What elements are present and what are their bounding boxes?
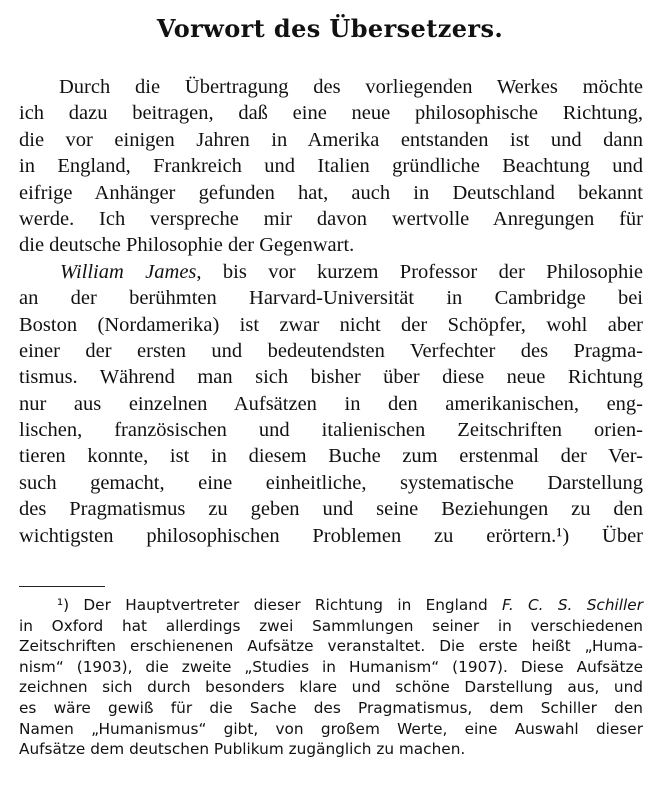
footnote-line: Namen „Humanismus“ gibt, von großem Werte, eine Auswahl dieser [19,719,643,738]
paragraph-line: tismus. Während man sich bisher über diese neue Richtung [19,366,643,389]
paragraph-line: des Pragmatismus zu geben und seine Beziehungen zu den [19,498,643,521]
paragraph-line: in England, Frankreich und Italien gründliche Beachtung und [19,155,643,178]
paragraph-line: Durch die Übertragung des vorliegenden Werkes möchte [59,76,643,98]
paragraph-line: such gemacht, eine einheitliche, systematische Darstellung [19,471,643,494]
footnote-line: in Oxford hat allerdings zwei Sammlungen seiner in verschiedenen [19,616,643,635]
main-text [19,74,643,549]
paragraph-line: nur aus einzelnen Aufsätzen in den amerikanischen, eng- [19,392,643,415]
paragraph-line: werde. Ich verspreche mir davon wertvolle Anregungen für [19,207,643,230]
footnote-line: nism“ (1903), die zweite „Studies in Humanism“ (1907). Diese Aufsätze [19,657,643,676]
paragraph-line: an der berühmten Harvard-Universität in Cambridge bei [19,287,643,310]
paragraph-line-rest: , bis vor kurzem Professor der Philosophie [196,260,643,283]
footnote-line: es wäre gewiß für die Sache des Pragmatismus, dem Schiller den [19,698,643,717]
paragraph-line: wichtigsten philosophischen Problemen zu erörtern.¹) Über [19,524,643,547]
paragraph-line: Boston (Nordamerika) ist zwar nicht der Schöpfer, wohl aber [19,313,643,336]
footnote [19,595,643,760]
paragraph-line: ich dazu beitragen, daß eine neue philosophische Richtung, [19,102,643,125]
author-name: William James [60,260,197,283]
footnote-line: Zeitschriften erschienenen Aufsätze veranstaltet. Die erste heißt „Huma- [19,637,643,656]
footnote-line [19,595,643,616]
paragraph-line [19,259,643,285]
paragraph-line: tieren konnte, ist in diesem Buche zum erstenmal der Ver- [19,445,643,468]
paragraph-line: eifrige Anhänger gefunden hat, auch in Deutschland bekannt [19,181,643,204]
footnote-divider [19,586,105,587]
footnote-line-start: ¹) Der Hauptvertreter dieser Richtung in England [57,596,488,614]
paragraph-line: lischen, französischen und italienischen Zeitschriften orien- [19,419,643,442]
footnote-author-name: F. C. S. Schiller [502,596,643,614]
footnote-line: Aufsätze dem deutschen Publikum zugänglich zu machen. [19,740,466,759]
page-title: Vorwort des Übersetzers. [156,14,504,43]
paragraph-line: die deutsche Philosophie der Gegenwart. [19,234,355,257]
paragraph-line: einer der ersten und bedeutendsten Verfechter des Pragma- [19,339,643,362]
footnote-line: zeichnen sich durch besonders klare und schöne Darstellung aus, und [19,678,643,697]
paragraph-line: die vor einigen Jahren in Amerika entstanden ist und dann [19,128,643,151]
